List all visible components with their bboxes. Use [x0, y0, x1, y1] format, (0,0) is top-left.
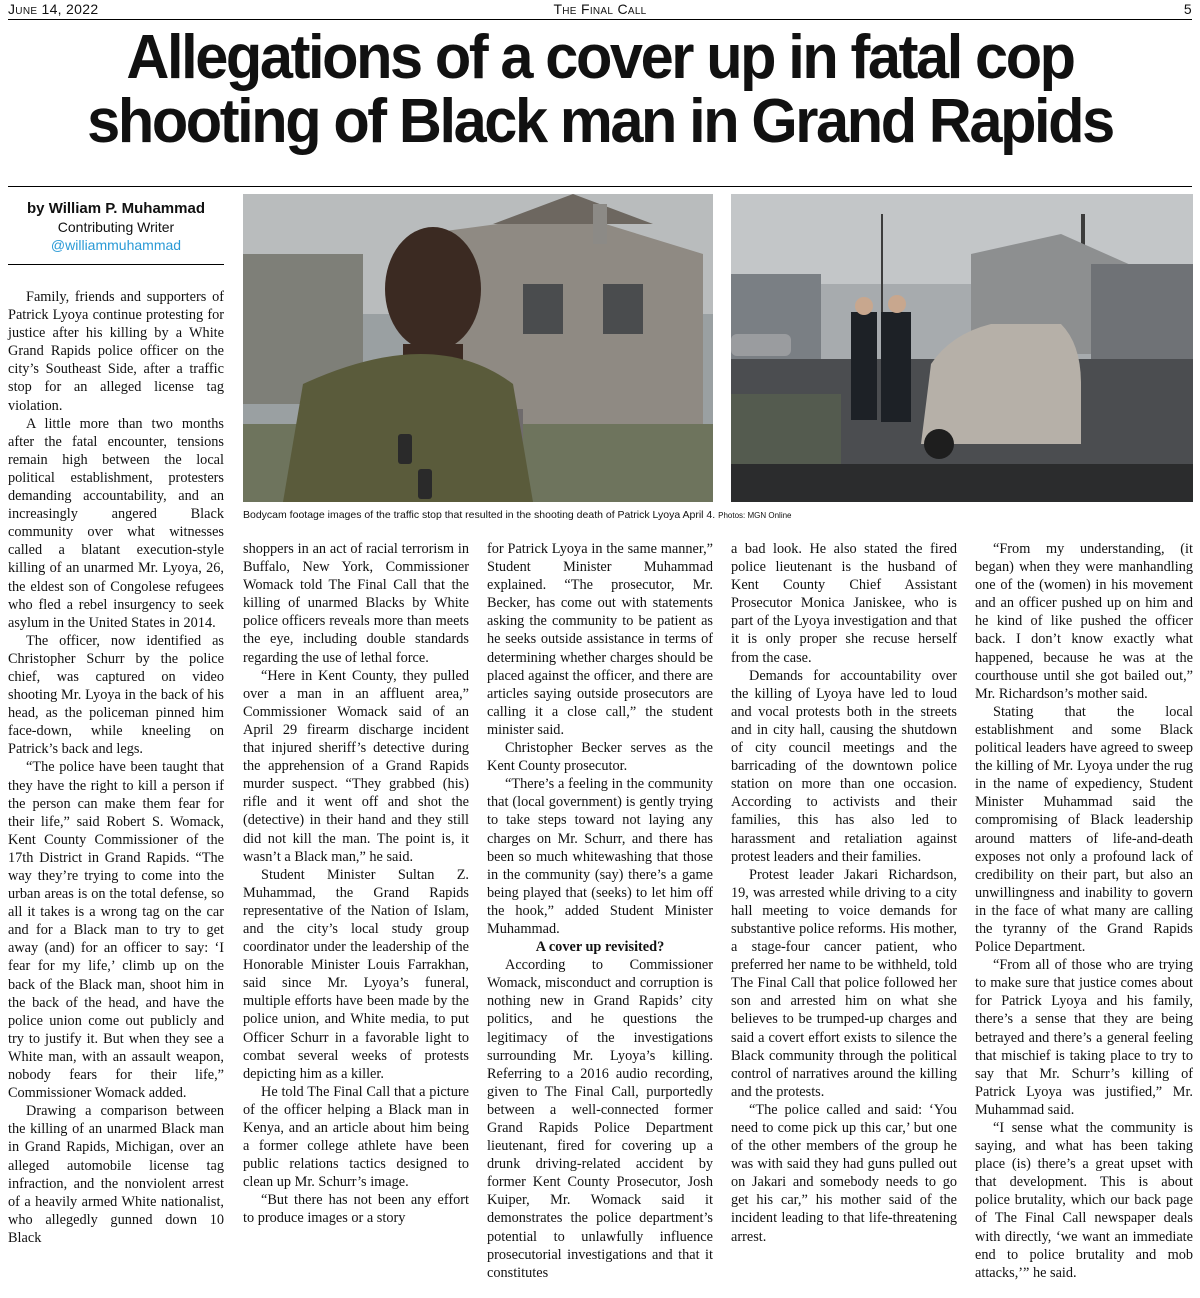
paragraph: The officer, now identified as Christopher Schurr by the police chief, was captured on video shooting Mr. Lyoya in the back of his head, as the policeman pinned him face-down, while kneeling on Patrick’s back and legs. [8, 632, 224, 758]
photo-credit: Photos: MGN Online [718, 511, 792, 520]
folio [0, 0, 1200, 20]
paragraph: He told The Final Call that a picture of the officer helping a Black man in Kenya, and an article about him being a former college athlete have been public relations tactics designed to clean up Mr. Schurr’s image. [243, 1083, 469, 1191]
article-column-5 [975, 540, 1193, 1282]
article-column-2 [243, 540, 469, 1228]
author-handle: @williammuhammad [50, 237, 182, 253]
paragraph: for Patrick Lyoya in the same manner,” Student Minister Muhammad explained. “The prosecutor, Mr. Becker, has come out with statements asking the community to be patient as he seeks outside assistance in terms of determining whether charges should be placed against the officer, and there are articles saying outside prosecutors are calling it a close call,” the student minister said. [487, 541, 713, 738]
paragraph: According to Commissioner Womack, misconduct and corruption is nothing new in Grand Rapids’ city politics, and he questions the legitimacy of the investigations surrounding Mr. Lyoya’s killing. Referring to a 2016 audio recording, given to The Final Call, purportedly between a well-connected former Grand Rapids Police Department lieutenant, fired for covering up a drunk driving-related accident by former Kent County Prosecutor, Josh Kuiper, Mr. Womack said it demonstrates the police department’s potential to unlawfully influence prosecutorial investigations and that it constitutes [487, 957, 713, 1281]
photo-bodycam-traffic-stop [731, 194, 1193, 502]
article-column-3 [487, 540, 713, 1282]
paragraph: “But there has not been any effort to produce images or a story [243, 1192, 469, 1227]
paragraph: “There’s a feeling in the community that (local government) is gently trying to take steps toward not laying any charges on Mr. Schurr, and there has been so much whitewashing that those in the community (say) there’s a game being played that (seeks) to let him off the hook,” added Student Minister Muhammad. [487, 776, 713, 937]
paragraph: “I sense what the community is saying, and what has been taking place (is) there’s a great upset with that development. This is about police brutality, which our back page of The Final Call newspaper deals with directly, ‘we want an immediate end to police brutality and mob attacks,’” he said. [975, 1120, 1193, 1281]
paragraph: “From all of those who are trying to make sure that justice comes about for Patrick Lyoya and his family, there’s a sense that they are being betrayed and there’s a general feeling that mischief is taking place to try to say that Mr. Schurr’s killing of Patrick Lyoya was justified,” Mr. Muhammad said. [975, 957, 1193, 1118]
paragraph: shoppers in an act of racial terrorism in Buffalo, New York, Commissioner Womack told The Final Call that the killing of unarmed Blacks by White police officers reveals more than meets the eye, including double standards regarding the use of lethal force. [243, 541, 469, 666]
headline-rule [8, 186, 1192, 187]
byline [8, 200, 224, 254]
headline [24, 23, 1176, 156]
photo-caption [243, 508, 1193, 523]
paragraph: Student Minister Sultan Z. Muhammad, the Grand Rapids representative of the Nation of Islam, and the city’s local study group coordinator under the leadership of the Honorable Minister Louis Farrakhan, said since Mr. Lyoya’s funeral, multiple efforts have been made by the police union, and White media, to put Officer Schurr in a favorable light to combat several weeks of protests depicting him as a killer. [243, 866, 469, 1082]
subhead: A cover up revisited? [535, 939, 665, 956]
headline-line-2: shooting of Black man in Grand Rapids [87, 87, 1113, 156]
issue-date: June 14, 2022 [8, 1, 99, 17]
publication-name: The Final Call [553, 1, 647, 17]
paragraph: Christopher Becker serves as the Kent County prosecutor. [487, 740, 713, 775]
folio-rule [8, 19, 1192, 20]
page-number: 5 [1183, 1, 1192, 17]
byline-rule [8, 264, 224, 265]
paragraph: a bad look. He also stated the fired police lieutenant is the husband of Kent County Chief Assistant Prosecutor Monica Janiskee, who is part of the Lyoya investigation and that it is only proper she recuse herself from the case. [731, 541, 957, 666]
photo-bodycam-man [243, 194, 713, 502]
paragraph: Drawing a comparison between the killing of an unarmed Black man in Grand Rapids, Michigan, over an alleged automobile license tag infraction, and the nonviolent arrest of a heavily armed White nationalist, who allegedly gunned down 10 Black [8, 1103, 224, 1246]
paragraph: Protest leader Jakari Richardson, 19, was arrested while driving to a city hall meeting to voice demands for substantive police reforms. His mother, a stage-four cancer patient, who preferred her name to be withheld, told The Final Call that police followed her son and arrested him on what she believes to be trumped-up charges and said a covert effort exists to silence the Black community through the political control of narratives around the killing and the protests. [731, 866, 957, 1100]
paragraph: “Here in Kent County, they pulled over a man in an affluent area,” Commissioner Womack said of an April 29 firearm discharge incident that injured sheriff’s detective during the apprehension of a Grand Rapids murder suspect. “They grabbed (his) rifle and it went off and shot the (detective) in their hand and they still did not kill the man. The point is, it wasn’t a Black man,” he said. [243, 667, 469, 865]
article-column-4 [731, 540, 957, 1246]
author-role: Contributing Writer [57, 219, 175, 235]
paragraph: “The police have been taught that they have the right to kill a person if the person can make them fear for their life,” said Robert S. Womack, Kent County Commissioner of the 17th District in Grand Rapids. “The way they’re trying to come into the urban areas is on the total defense, so all it takes is a wrong tag on the car and for a Black man to try to get away (and) for an officer to say: ‘I fear for my life,’ climb up on the back of the Black man, shoot him in the back of the head, and have the police union come out publicly and try to justify it. But when they see a White man, with an assault weapon, nobody fears for their life,” Commissioner Womack added. [8, 759, 224, 1102]
paragraph: A little more than two months after the fatal encounter, tensions remain high between the local political establishment, protesters demanding accountability, and an increasingly angered Black community over what witnesses called a blatant execution-style killing of an unarmed Mr. Lyoya, 26, the eldest son of Congolese refugees who fled a rebel insurgency to seek asylum in the United States in 2014. [8, 415, 224, 631]
caption-text: Bodycam footage images of the traffic stop that resulted in the shooting death of Patrick Lyoya April 4. [243, 509, 716, 521]
paragraph: “From my understanding, (it began) when they were manhandling one of the (women) in his movement and an officer pushed up on him and he kind of like pushed the officer back. I don’t know exactly what happened, because he was at the courthouse until she got bailed out,” Mr. Richardson’s mother said. [975, 541, 1193, 702]
paragraph: Demands for accountability over the killing of Lyoya have led to loud and vocal protests both in the streets and in city hall, causing the shutdown of city council meetings and the barricading of the downtown police station on more than one occasion. According to activists and their families, this has also led to harassment and retaliation against protest leaders and their families. [731, 667, 957, 865]
paragraph: Stating that the local establishment and some Black political leaders have agreed to sweep the killing of Mr. Lyoya under the rug in the name of expediency, Student Minister Muhammad said the compromising of Black leadership around matters of life-and-death exposes not only a profound lack of credibility on their part, but also an unwillingness and inability to govern in the face of what many are calling the tyranny of the Grand Rapids Police Department. [975, 703, 1193, 956]
headline-line-1: Allegations of a cover up in fatal cop [126, 23, 1074, 92]
paragraph: “The police called and said: ‘You need to come pick up this car,’ but one of the other members of the group he was with said they had guns pulled out on Jakari and somebody needs to go get his car,” his mother said of the incident leading to that life-threatening arrest. [731, 1101, 957, 1245]
paragraph: Family, friends and supporters of Patrick Lyoya continue protesting for justice after his killing by a White Grand Rapids police officer on the city’s Southeast Side, after a traffic stop for an alleged license tag violation. [8, 289, 224, 414]
article-column-1 [8, 288, 224, 1247]
author-name: by William P. Muhammad [27, 200, 205, 217]
